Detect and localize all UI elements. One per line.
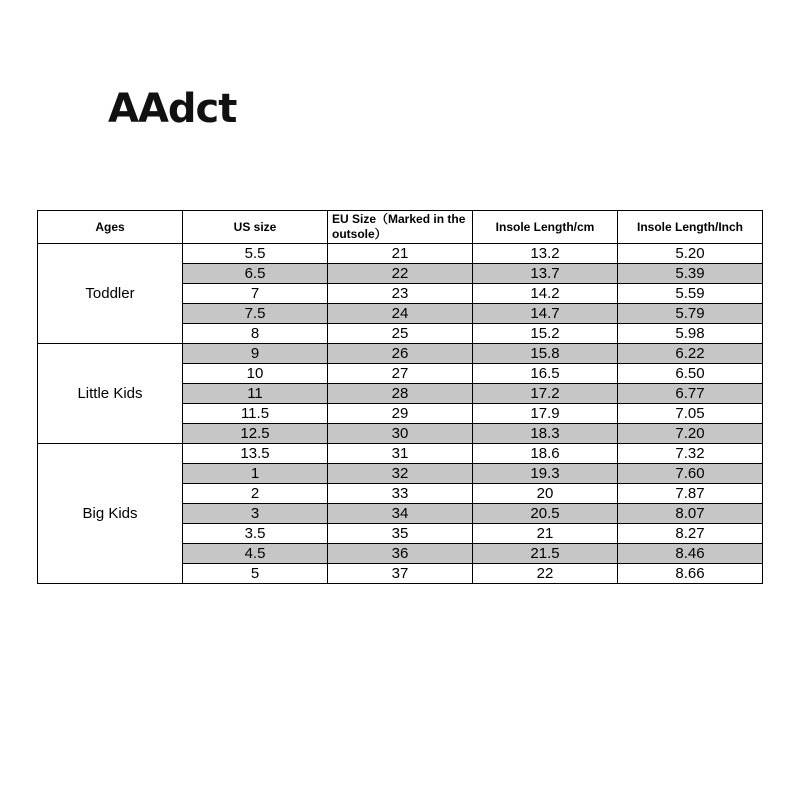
insole-cm-cell: 17.9 [473, 404, 618, 424]
eu-size-cell: 28 [328, 384, 473, 404]
insole-cm-cell: 13.7 [473, 264, 618, 284]
us-size-cell: 12.5 [183, 424, 328, 444]
insole-cm-cell: 20.5 [473, 504, 618, 524]
us-size-cell: 2 [183, 484, 328, 504]
insole-inch-cell: 8.07 [618, 504, 763, 524]
eu-size-cell: 37 [328, 564, 473, 584]
eu-size-cell: 22 [328, 264, 473, 284]
us-size-cell: 3 [183, 504, 328, 524]
eu-size-cell: 36 [328, 544, 473, 564]
table-row [38, 244, 763, 264]
header-row [38, 211, 763, 244]
insole-cm-cell: 18.6 [473, 444, 618, 464]
us-size-cell: 7.5 [183, 304, 328, 324]
us-size-cell: 6.5 [183, 264, 328, 284]
table-row [38, 444, 763, 464]
eu-size-cell: 21 [328, 244, 473, 264]
insole-cm-cell: 21 [473, 524, 618, 544]
header-insole-cm: Insole Length/cm [473, 211, 618, 244]
eu-size-cell: 27 [328, 364, 473, 384]
age-group-cell: Little Kids [38, 344, 183, 444]
eu-size-cell: 30 [328, 424, 473, 444]
eu-size-cell: 29 [328, 404, 473, 424]
us-size-cell: 11 [183, 384, 328, 404]
insole-inch-cell: 8.27 [618, 524, 763, 544]
us-size-cell: 1 [183, 464, 328, 484]
eu-size-cell: 23 [328, 284, 473, 304]
us-size-cell: 3.5 [183, 524, 328, 544]
insole-inch-cell: 5.39 [618, 264, 763, 284]
insole-cm-cell: 13.2 [473, 244, 618, 264]
us-size-cell: 11.5 [183, 404, 328, 424]
insole-inch-cell: 8.66 [618, 564, 763, 584]
insole-inch-cell: 6.77 [618, 384, 763, 404]
table-row [38, 344, 763, 364]
insole-inch-cell: 6.22 [618, 344, 763, 364]
age-group-cell: Big Kids [38, 444, 183, 584]
us-size-cell: 8 [183, 324, 328, 344]
insole-inch-cell: 5.20 [618, 244, 763, 264]
brand-logo: AAdct [108, 86, 237, 132]
us-size-cell: 5 [183, 564, 328, 584]
insole-inch-cell: 6.50 [618, 364, 763, 384]
eu-size-cell: 34 [328, 504, 473, 524]
insole-inch-cell: 5.98 [618, 324, 763, 344]
insole-inch-cell: 7.20 [618, 424, 763, 444]
insole-cm-cell: 18.3 [473, 424, 618, 444]
insole-cm-cell: 15.8 [473, 344, 618, 364]
insole-inch-cell: 8.46 [618, 544, 763, 564]
us-size-cell: 10 [183, 364, 328, 384]
insole-cm-cell: 20 [473, 484, 618, 504]
insole-cm-cell: 22 [473, 564, 618, 584]
us-size-cell: 7 [183, 284, 328, 304]
header-insole-inch: Insole Length/Inch [618, 211, 763, 244]
insole-cm-cell: 15.2 [473, 324, 618, 344]
insole-inch-cell: 7.60 [618, 464, 763, 484]
insole-inch-cell: 5.79 [618, 304, 763, 324]
insole-cm-cell: 16.5 [473, 364, 618, 384]
us-size-cell: 13.5 [183, 444, 328, 464]
eu-size-cell: 26 [328, 344, 473, 364]
insole-inch-cell: 5.59 [618, 284, 763, 304]
insole-inch-cell: 7.32 [618, 444, 763, 464]
eu-size-cell: 32 [328, 464, 473, 484]
insole-cm-cell: 14.7 [473, 304, 618, 324]
eu-size-cell: 24 [328, 304, 473, 324]
age-group-cell: Toddler [38, 244, 183, 344]
size-chart-table [37, 210, 763, 584]
insole-cm-cell: 19.3 [473, 464, 618, 484]
us-size-cell: 5.5 [183, 244, 328, 264]
insole-inch-cell: 7.87 [618, 484, 763, 504]
insole-inch-cell: 7.05 [618, 404, 763, 424]
eu-size-cell: 25 [328, 324, 473, 344]
us-size-cell: 4.5 [183, 544, 328, 564]
insole-cm-cell: 17.2 [473, 384, 618, 404]
eu-size-cell: 33 [328, 484, 473, 504]
table-body [38, 244, 763, 584]
eu-size-cell: 35 [328, 524, 473, 544]
eu-size-cell: 31 [328, 444, 473, 464]
header-ages: Ages [38, 211, 183, 244]
header-eu-size: EU Size（Marked in the outsole） [328, 211, 473, 244]
insole-cm-cell: 21.5 [473, 544, 618, 564]
insole-cm-cell: 14.2 [473, 284, 618, 304]
us-size-cell: 9 [183, 344, 328, 364]
header-us-size: US size [183, 211, 328, 244]
